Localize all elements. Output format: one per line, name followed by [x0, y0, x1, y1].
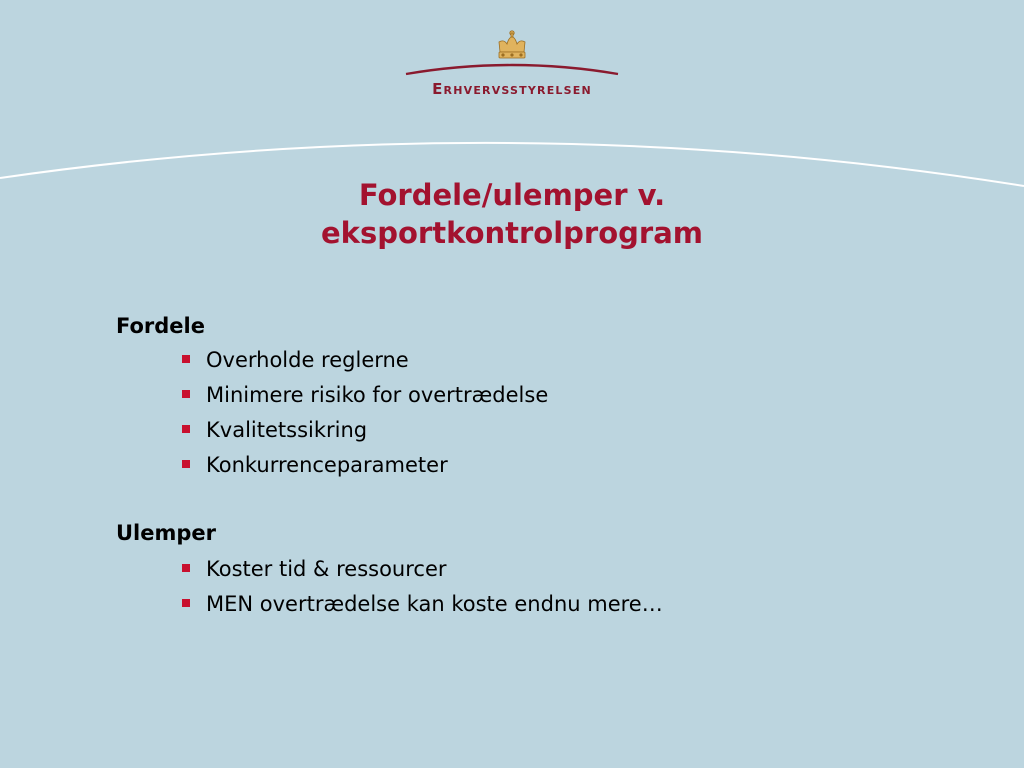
square-bullet-icon [182, 425, 190, 433]
section-heading-ulemper: Ulemper [116, 521, 217, 545]
square-bullet-icon [182, 564, 190, 572]
crown-icon [404, 28, 620, 78]
section-heading-fordele: Fordele [116, 314, 205, 338]
square-bullet-icon [182, 355, 190, 363]
organization-name: Erhvervsstyrelsen [432, 80, 592, 98]
list-item-text: Koster tid & ressourcer [206, 557, 447, 581]
list-item-text: Minimere risiko for overtrædelse [206, 383, 549, 407]
title-line-2: eksportkontrolprogram [321, 216, 703, 250]
list-item-text: Kvalitetssikring [206, 418, 368, 442]
list-item-text: Konkurrenceparameter [206, 453, 448, 477]
square-bullet-icon [182, 599, 190, 607]
slide-title [162, 176, 862, 252]
list-item-text: Overholde reglerne [206, 348, 409, 372]
title-line-1: Fordele/ulemper v. [358, 178, 666, 212]
square-bullet-icon [182, 460, 190, 468]
organization-logo [404, 28, 620, 104]
square-bullet-icon [182, 390, 190, 398]
list-item-text: MEN overtrædelse kan koste endnu mere… [206, 592, 663, 616]
